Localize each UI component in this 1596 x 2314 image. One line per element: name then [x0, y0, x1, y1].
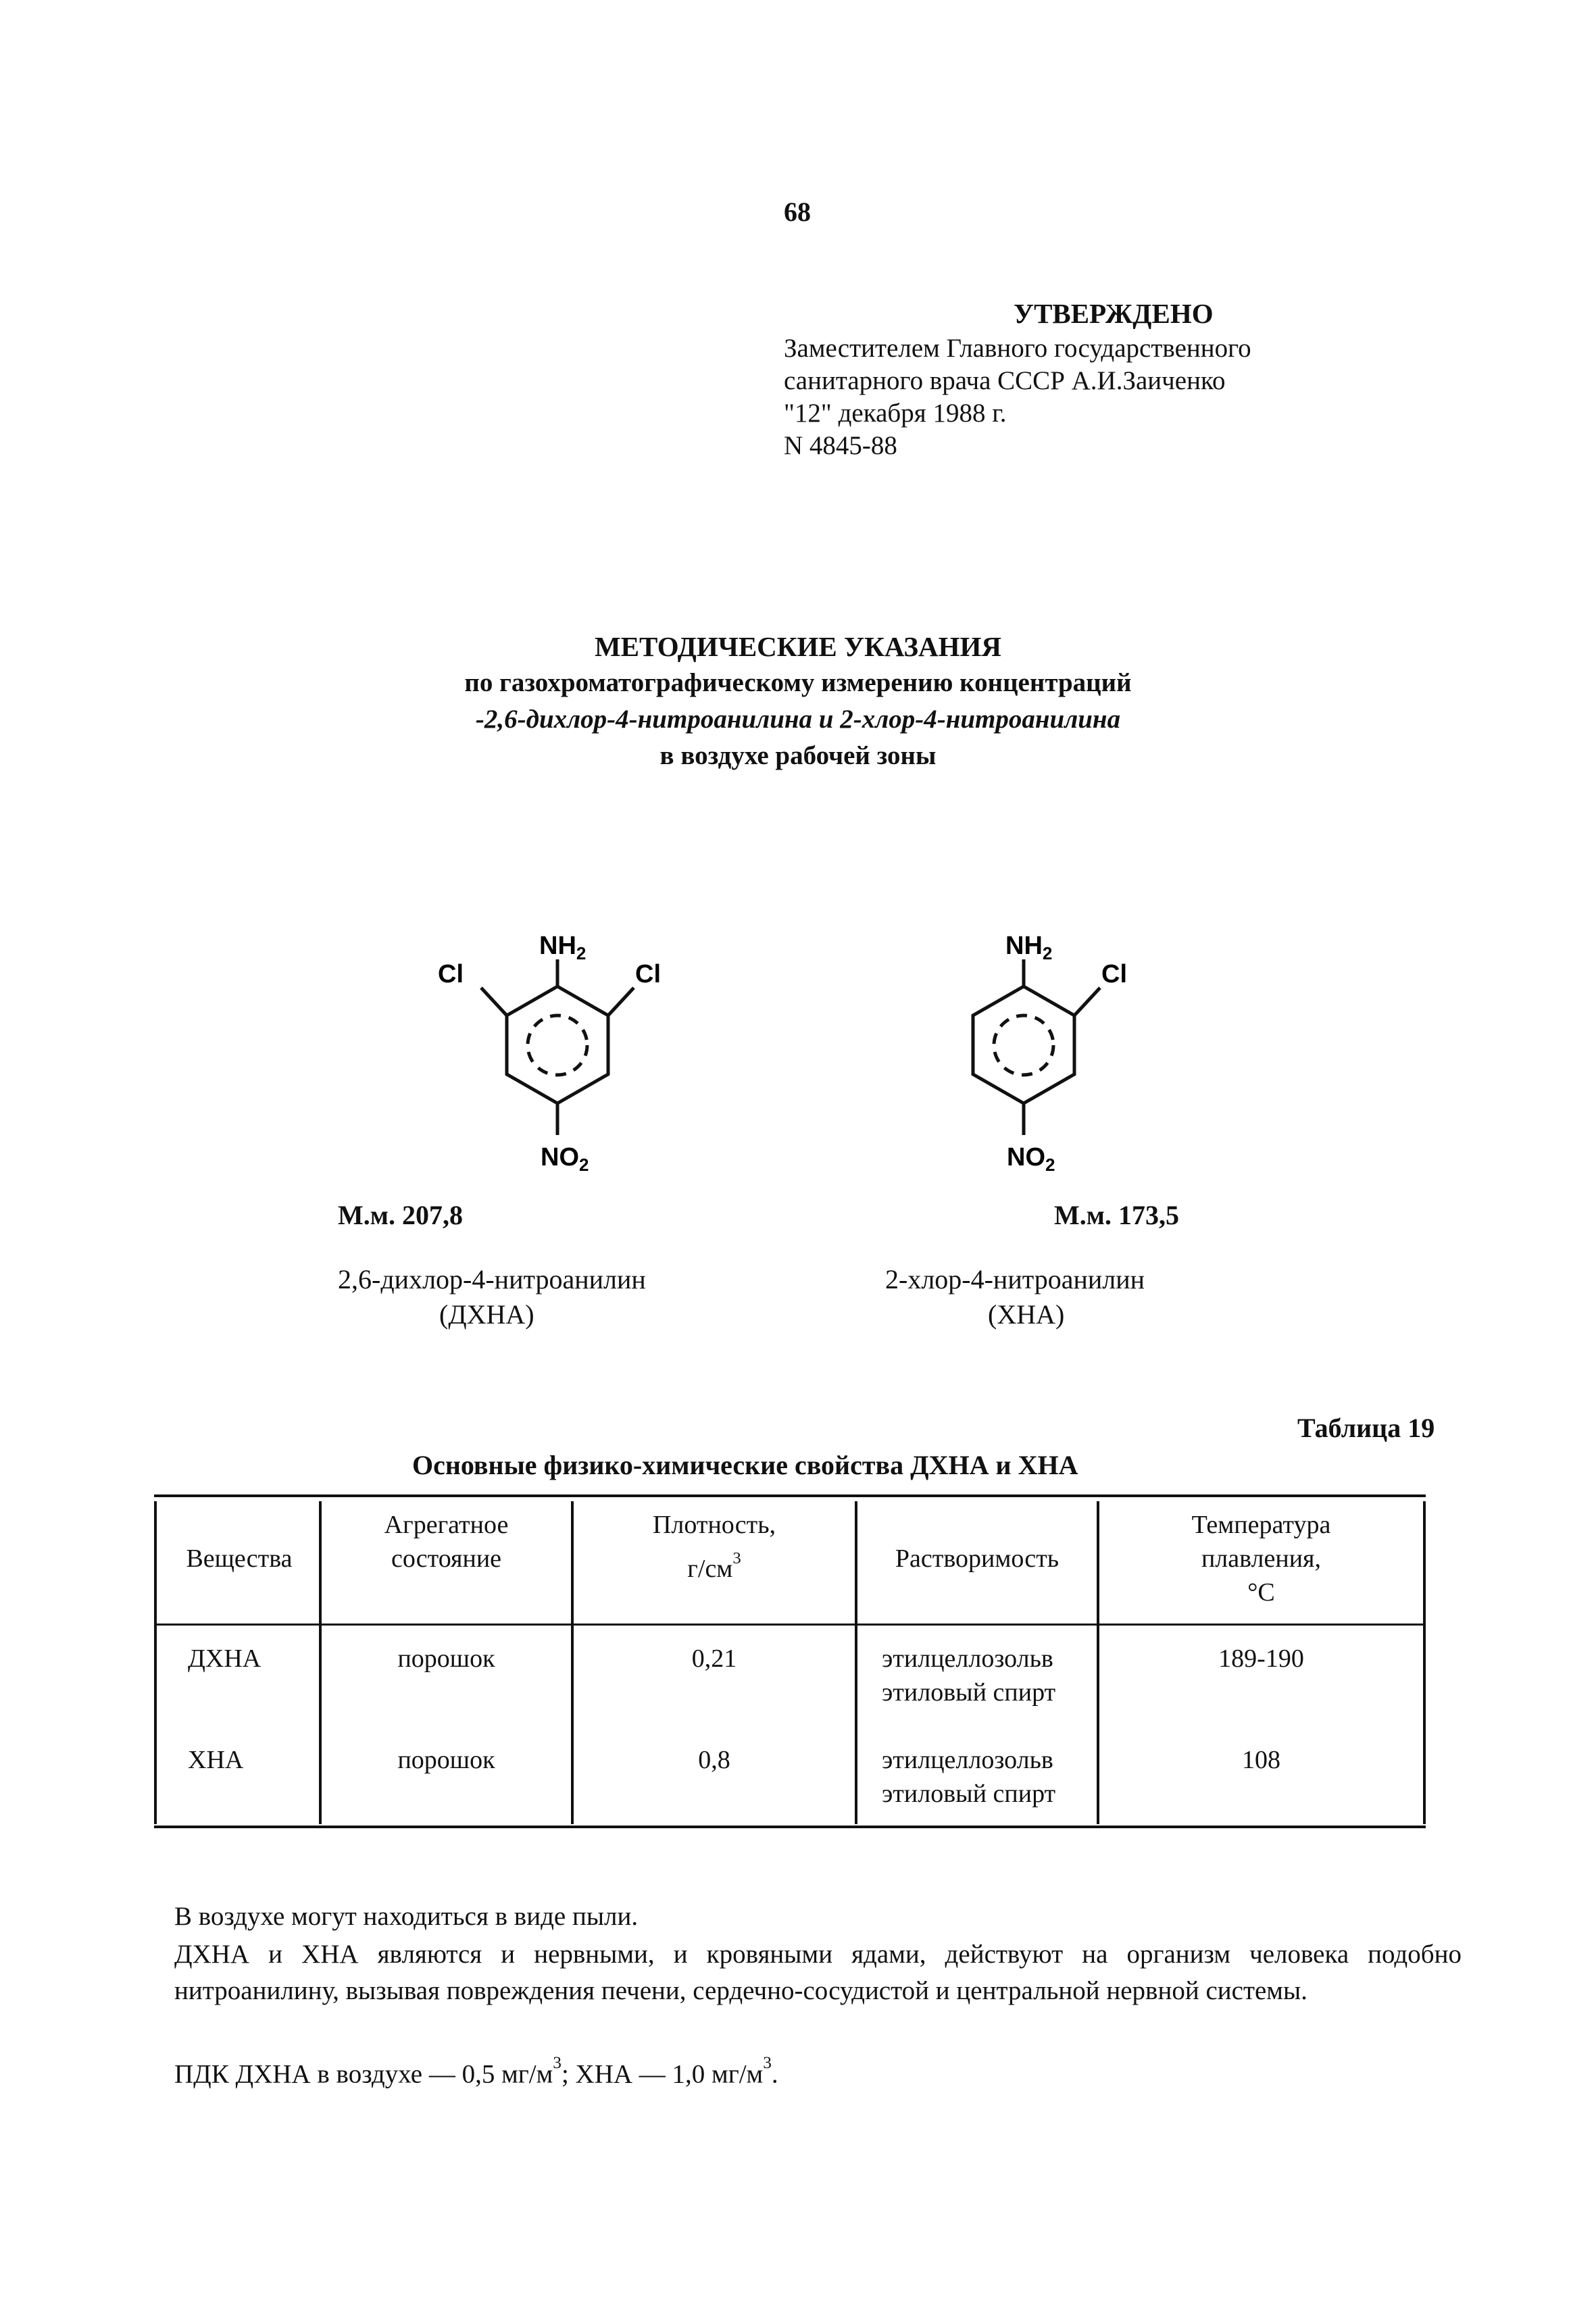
no2-label: $NO_2$ — [1007, 1143, 1055, 1175]
approval-line: санитарного врача СССР А.И.Заиченко — [784, 366, 1226, 395]
approval-number: N 4845-88 — [784, 431, 897, 460]
paragraph: ПДК ДХНА в воздухе — 0,5 $мг/м^3$; ХНА — 1,0 $мг/м^3$. — [174, 2053, 778, 2089]
no2-label: $NO_2$ — [541, 1143, 589, 1175]
paragraph: В воздухе могут находиться в виде пыли. — [174, 1902, 639, 1931]
compound-name: 2-хлор-4-нитроанилин — [885, 1264, 1145, 1294]
cell-substance: ХНА — [188, 1746, 244, 1774]
header-state: Агрегатное состояние — [384, 1511, 509, 1573]
cell-density: 0,8 — [698, 1746, 730, 1774]
header-substance: Вещества — [186, 1544, 293, 1573]
cell-state: порошок — [397, 1746, 495, 1774]
cl-label: Cl — [635, 960, 661, 988]
cell-substance: ДХНА — [188, 1644, 261, 1673]
page-number: 68 — [784, 197, 811, 227]
cell-density: 0,21 — [691, 1644, 737, 1673]
approval-line: Заместителем Главного государственного — [784, 334, 1251, 363]
structure-chna — [872, 892, 1182, 1189]
compound-abbr: (ДХНА) — [439, 1299, 534, 1330]
cell-melting: 108 — [1242, 1746, 1280, 1774]
structure-dchna — [405, 892, 716, 1189]
nh2-label: $NH_2$ — [539, 932, 587, 963]
cl-label: Cl — [1101, 960, 1127, 988]
cell-solubility: этилцеллозольв этиловый спирт — [882, 1746, 1056, 1808]
document-subtitle: -2,6-дихлор-4-нитроанилина и 2-хлор-4-нитроанилина — [475, 705, 1121, 734]
paragraph: ДХНА и ХНА являются и нервными, и кровяными ядами, действуют на организм человека подобно нитроанилину, вызывая повреждения печени, сердечно-сосудистой и центральной нервной системы. — [174, 1940, 1462, 2005]
benzene-ring — [973, 959, 1100, 1135]
document-subtitle: по газохроматографическому измерению концентраций — [464, 668, 1132, 697]
benzene-ring — [481, 959, 634, 1135]
table-top-rule — [154, 1494, 1426, 1497]
table-border-right — [1423, 1501, 1426, 1824]
header-melting: Температура плавления, °С — [1191, 1511, 1331, 1607]
approval-date: "12" декабря 1988 г. — [784, 399, 1007, 428]
document-subtitle: в воздухе рабочей зоны — [659, 741, 937, 770]
table-header-rule — [154, 1624, 1426, 1626]
cl-label: Cl — [438, 960, 464, 988]
header-solubility: Растворимость — [895, 1544, 1059, 1573]
table-border-left — [154, 1501, 157, 1824]
molecular-weight: М.м. 173,5 — [1054, 1200, 1179, 1230]
cell-state: порошок — [397, 1644, 495, 1673]
compound-name: 2,6-дихлор-4-нитроанилин — [338, 1264, 646, 1294]
cell-solubility: этилцеллозольв этиловый спирт — [882, 1644, 1056, 1707]
compound-abbr: (ХНА) — [988, 1299, 1065, 1330]
document-title: МЕТОДИЧЕСКИЕ УКАЗАНИЯ — [594, 631, 1002, 662]
molecular-weight: М.м. 207,8 — [338, 1200, 463, 1230]
table-caption: Основные физико-химические свойства ДХНА и ХНА — [412, 1450, 1078, 1480]
table-label: Таблица 19 — [1297, 1413, 1435, 1443]
cell-melting: 189-190 — [1218, 1644, 1304, 1673]
approval-title: УТВЕРЖДЕНО — [1014, 298, 1214, 329]
nh2-label: $NH_2$ — [1005, 932, 1053, 963]
table-bottom-rule — [154, 1826, 1426, 1828]
header-density: Плотность, $г/см^3$ — [652, 1511, 776, 1583]
